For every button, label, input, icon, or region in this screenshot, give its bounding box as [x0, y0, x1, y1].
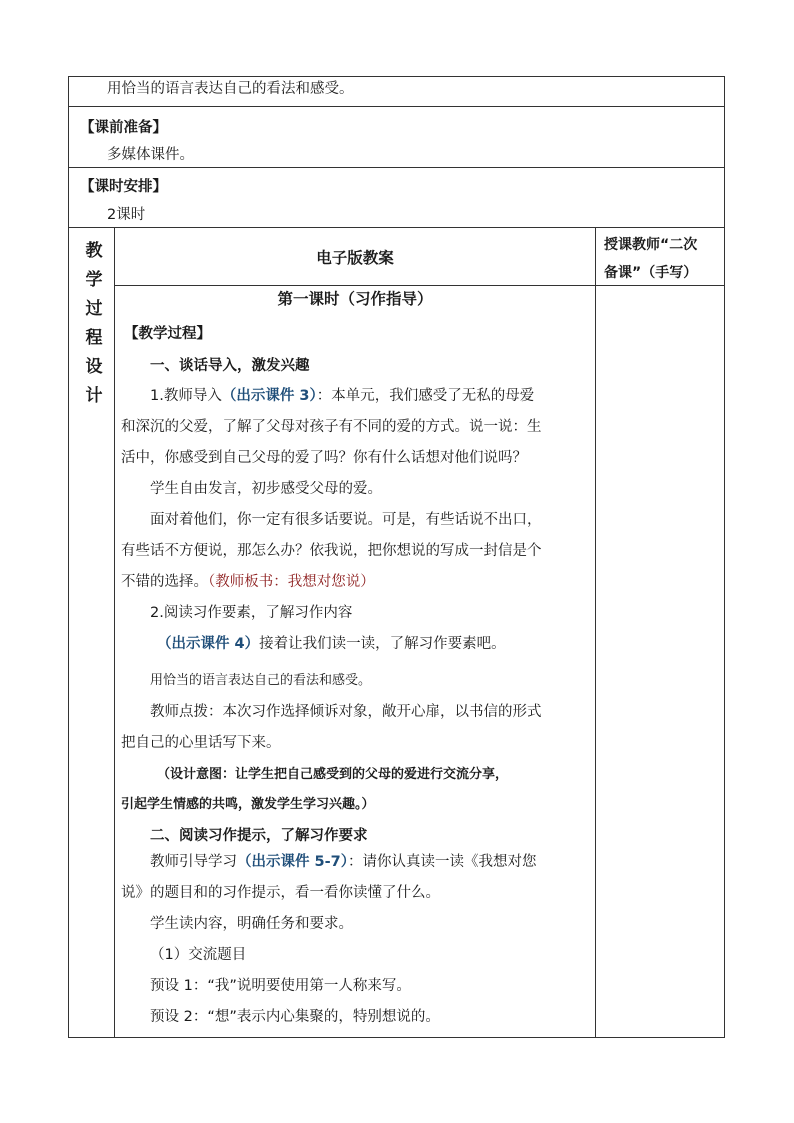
paragraph-letter-line	[121, 572, 375, 592]
side-label-char: 计	[85, 386, 103, 406]
goal-text: 用恰当的语言表达自己的看法和感受。	[107, 81, 354, 97]
side-label-char: 设	[85, 357, 103, 377]
design-intent-line: 引起学生情感的共鸣，激发学生学习兴趣。）	[121, 797, 375, 812]
row-divider	[114, 285, 725, 286]
row-divider	[68, 227, 725, 228]
prep-heading: 【课前准备】	[80, 120, 167, 136]
courseware-ref: （出示课件 3）	[221, 388, 317, 404]
board-note: （教师板书：我想对您说）	[208, 574, 375, 590]
section2-heading: 二、阅读习作提示，了解习作要求	[150, 828, 368, 844]
paragraph-elements: 2.阅读习作要素，了解习作内容	[150, 605, 353, 621]
row-divider	[68, 106, 725, 107]
paragraph-letter: 面对着他们，你一定有很多话要说。可是，有些话说不出口，	[150, 512, 542, 528]
paragraph-topic: （1）交流题目	[150, 947, 247, 963]
notes-column-header-line2: 备课”（手写）	[604, 265, 698, 281]
paragraph-intro-lead: 1.教师导入	[150, 388, 222, 404]
courseware-ref: （出示课件 4）	[157, 636, 260, 652]
paragraph-letter-end: 不错的选择。	[121, 574, 208, 590]
paragraph-prompt-lead: 教师引导学习	[150, 854, 237, 870]
schedule-text: 2课时	[107, 207, 146, 223]
paragraph-read	[157, 634, 506, 654]
paragraph-intro	[150, 386, 534, 406]
paragraph-guidance: 教师点拨：本次习作选择倾诉对象，敞开心扉，以书信的形式	[150, 704, 542, 720]
lesson-title: 第一课时（习作指导）	[277, 290, 433, 308]
column-divider	[114, 227, 115, 1038]
process-heading: 【教学过程】	[124, 326, 211, 342]
paragraph-read-text: 接着让我们读一读，了解习作要素吧。	[259, 636, 506, 652]
paragraph-intro-line: 和深沉的父爱，了解了父母对孩子有不同的爱的方式。说一说：生	[121, 419, 542, 435]
paragraph-preset: 预设 1：“我”说明要使用第一人称来写。	[150, 978, 411, 994]
paragraph-intro-line: 活中，你感受到自己父母的爱了吗？你有什么话想对他们说吗？	[121, 450, 527, 466]
paragraph-prompt-rest: ：请你认真读一读《我想对您	[348, 854, 537, 870]
side-label-char: 过	[85, 299, 103, 319]
paragraph-preset: 预设 2：“想”表示内心集聚的，特别想说的。	[150, 1009, 440, 1025]
schedule-heading: 【课时安排】	[80, 179, 167, 195]
paragraph-prompt	[150, 852, 537, 872]
paragraph-task: 学生读内容，明确任务和要求。	[150, 916, 353, 932]
paragraph-letter-line: 有些话不方便说，那怎么办？依我说，把你想说的写成一封信是个	[121, 543, 542, 559]
section1-heading: 一、谈话导入，激发兴趣	[150, 358, 310, 374]
side-label-char: 程	[85, 328, 103, 348]
main-column-header: 电子版教案	[316, 249, 394, 267]
design-intent: （设计意图：让学生把自己感受到的父母的爱进行交流分享，	[157, 767, 509, 782]
paragraph-guidance-line: 把自己的心里话写下来。	[121, 735, 281, 751]
side-label-char: 教	[85, 241, 103, 261]
paragraph-intro-rest: ：本单元，我们感受了无私的母爱	[316, 388, 535, 404]
side-label-char: 学	[85, 270, 103, 290]
column-divider	[595, 227, 596, 1038]
prep-text: 多媒体课件。	[107, 147, 194, 163]
handwritten-goal: 用恰当的语言表达自己的看法和感受。	[150, 673, 372, 688]
notes-column-header-line1: 授课教师“二次	[604, 237, 698, 253]
row-divider	[68, 167, 725, 168]
paragraph-students: 学生自由发言，初步感受父母的爱。	[150, 481, 382, 497]
courseware-ref: （出示课件 5-7）	[237, 854, 348, 870]
paragraph-prompt-line: 说》的题目和的习作提示，看一看你读懂了什么。	[121, 885, 440, 901]
